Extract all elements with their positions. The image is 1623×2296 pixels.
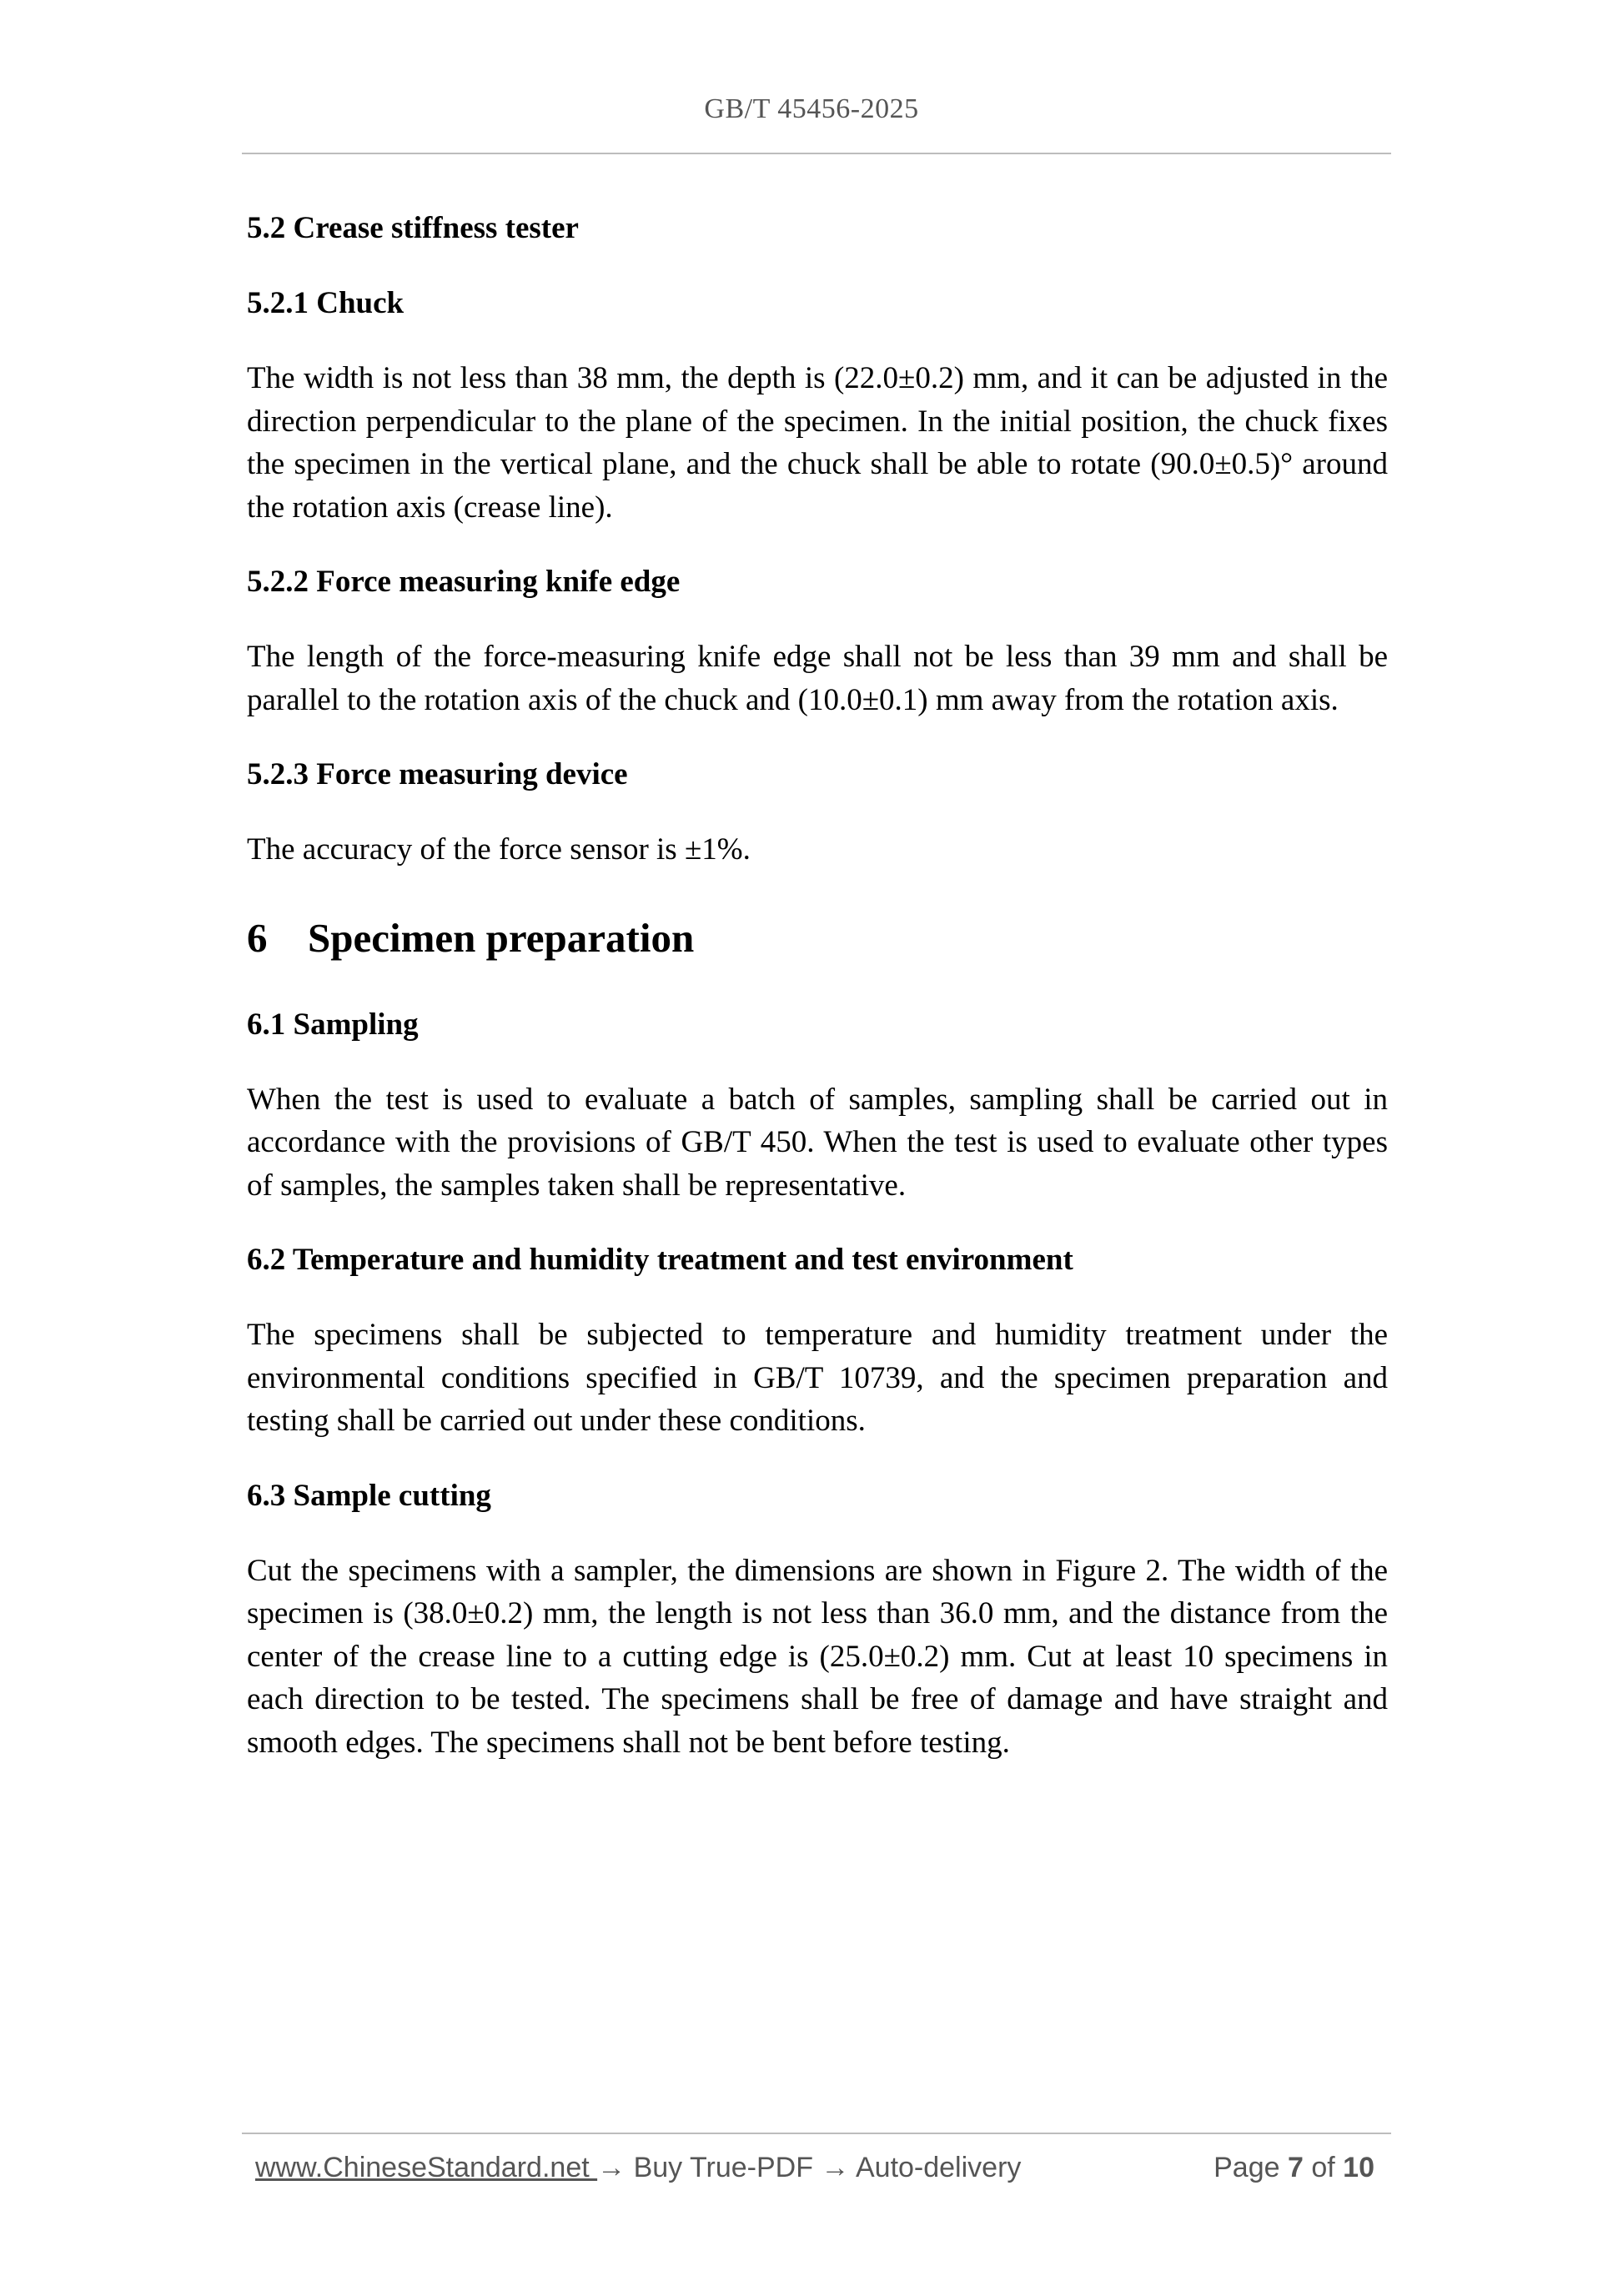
heading-5-2-2: 5.2.2 Force measuring knife edge: [247, 565, 681, 599]
page-of-label: of: [1311, 2152, 1335, 2183]
heading-6-2: 6.2 Temperature and humidity treatment and test environment: [247, 1243, 1073, 1277]
paragraph-5-2-2: The length of the force-measuring knife edge shall not be less than 39 mm and shall be parallel to the rotation axis of the chuck and (10.0±0.1) mm away from the rotation axis.: [247, 640, 1388, 717]
footer-promo: [255, 2152, 1021, 2184]
page-footer: [255, 2152, 1381, 2193]
paragraph-6-2: The specimens shall be subjected to temperature and humidity treatment under the environmental conditions specified in GB/T 10739, and the specimen preparation and testing shall be carried out under these conditions.: [247, 1318, 1388, 1438]
paragraph-5-2-3: The accuracy of the force sensor is ±1%.: [247, 832, 751, 867]
heading-5-2-3: 5.2.3 Force measuring device: [247, 757, 628, 791]
paragraph-5-2-1: The width is not less than 38 mm, the depth is (22.0±0.2) mm, and it can be adjusted in the direction perpendicular to the plane of the specimen. In the initial position, the chuck fixes the specimen in the vertical plane, and the chuck shall be able to rotate (90.0±0.5)° around the rotation axis (crease line).: [247, 361, 1388, 525]
current-page-number: 7: [1287, 2152, 1304, 2183]
page-number-indicator: [1213, 2152, 1374, 2184]
website-link[interactable]: www.ChineseStandard.net: [255, 2152, 598, 2183]
heading-section-6: [247, 913, 1388, 963]
heading-5-2: 5.2 Crease stiffness tester: [247, 211, 579, 245]
document-header-title: GB/T 45456-2025: [704, 93, 919, 124]
heading-6-3: 6.3 Sample cutting: [247, 1478, 491, 1513]
document-body: [247, 200, 1388, 1764]
paragraph-6-3: Cut the specimens with a sampler, the dimensions are shown in Figure 2. The width of the specimen is (38.0±0.2) mm, the length is not less than 36.0 mm, and the distance from the center of the crease line to a cutting edge is (25.0±0.2) mm. Cut at least 10 specimens in each direction to be tested. The specimens shall be free of damage and have straight and smooth edges. The specimens shall not be bent before testing.: [247, 1553, 1388, 1760]
heading-5-2-1: 5.2.1 Chuck: [247, 286, 404, 320]
header-divider: [242, 153, 1391, 154]
footer-buy-text: → Buy True-PDF → Auto-delivery: [597, 2152, 1022, 2183]
heading-6-1: 6.1 Sampling: [247, 1007, 419, 1042]
section-6-title: Specimen preparation: [308, 914, 695, 961]
page-label: Page: [1213, 2152, 1280, 2183]
paragraph-6-1: When the test is used to evaluate a batch of samples, sampling shall be carried out in accordance with the provisions of GB/T 450. When the test is used to evaluate other types of samples, the samples taken shall be representative.: [247, 1082, 1388, 1203]
total-page-count: 10: [1343, 2152, 1374, 2183]
section-6-number: 6: [247, 914, 268, 961]
footer-divider: [242, 2133, 1391, 2134]
